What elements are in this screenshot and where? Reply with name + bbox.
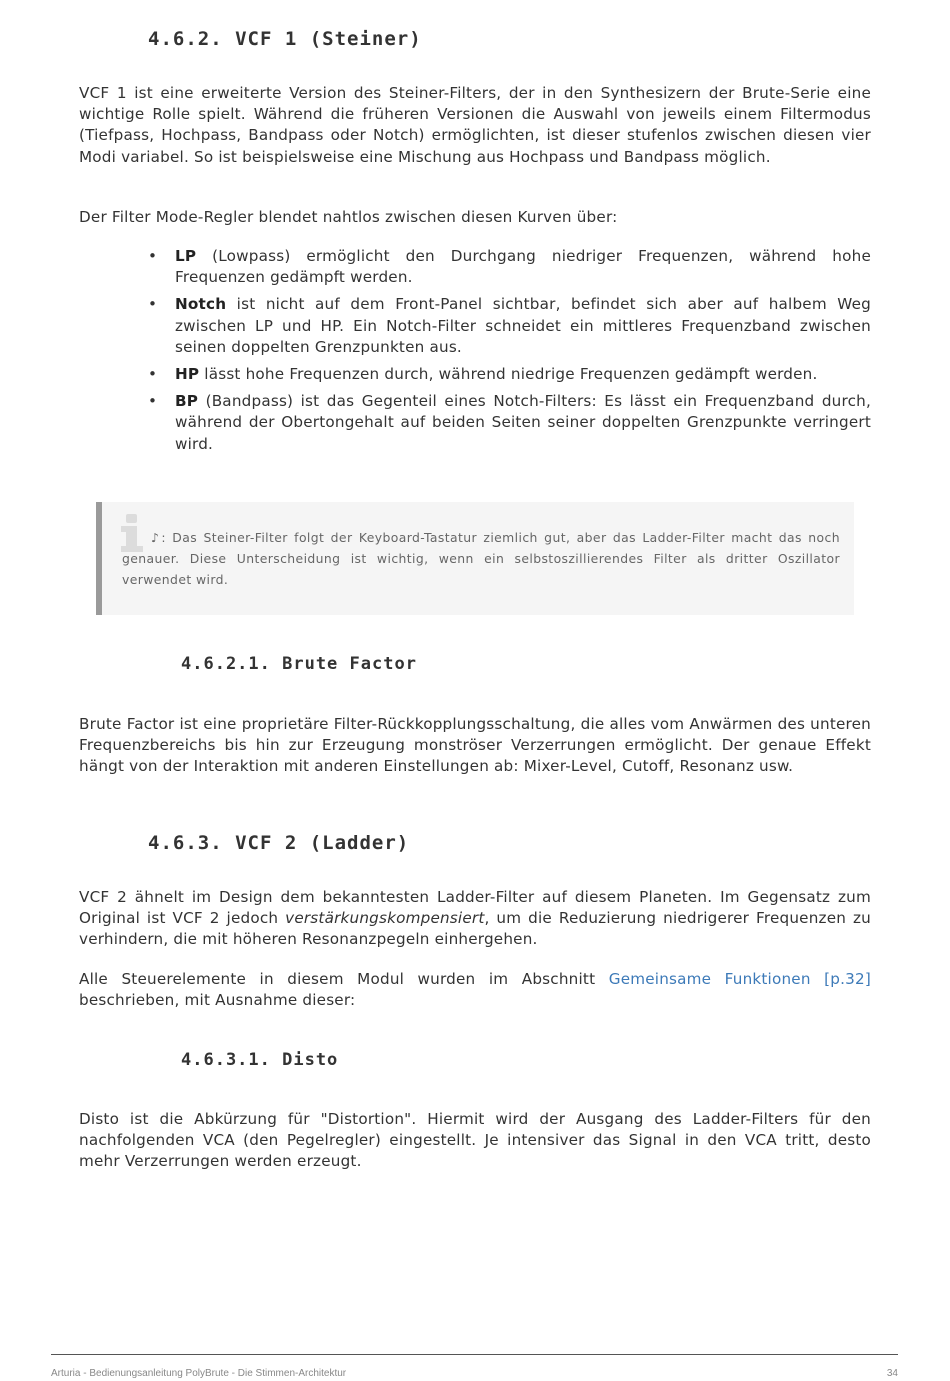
list-item-term: HP xyxy=(175,365,200,384)
list-item-term: Notch xyxy=(175,295,227,314)
filter-mode-paragraph: Der Filter Mode-Regler blendet nahtlos zwischen diesen Kurven über: xyxy=(79,208,618,226)
list-item-text: (Bandpass) ist das Gegenteil eines Notch-Filters: Es lässt ein Frequenzband durch, während der Obertongehalt auf beiden Seiten seiner doppelten Grenzpunkte verringert wird. xyxy=(175,392,871,453)
disto-paragraph: Disto ist die Abkürzung für "Distortion". Hiermit wird der Ausgang des Ladder-Filters für den nachfolgenden VCA (den Pegelregler) eingestellt. Je intensiver das Signal in den VCA tritt, desto mehr Verzerrungen werden erzeugt. xyxy=(79,1110,871,1171)
common-functions-link[interactable]: Gemeinsame Funktionen [p.32] xyxy=(608,970,871,988)
list-item-text: ist nicht auf dem Front-Panel sichtbar, befindet sich aber auf halbem Weg zwischen LP und HP. Ein Notch-Filter schneidet ein mittleres Frequenzband zwischen seinen doppelten Grenzpunkten aus. xyxy=(175,295,871,356)
note-text xyxy=(122,527,840,590)
vcf2-controls-text-b: beschrieben, mit Ausnahme dieser: xyxy=(79,991,356,1010)
section-heading-vcf2: 4.6.3. VCF 2 (Ladder) xyxy=(148,832,410,854)
list-item-text: (Lowpass) ermöglicht den Durchgang niedriger Frequenzen, während hohe Frequenzen gedämpft werden. xyxy=(175,247,871,287)
section-heading-brute-factor: 4.6.2.1. Brute Factor xyxy=(181,654,417,674)
vcf2-intro-paragraph xyxy=(79,887,871,951)
vcf2-emphasis: verstärkungskompensiert xyxy=(285,909,485,928)
list-item-term: LP xyxy=(175,247,197,265)
list-item xyxy=(148,246,871,288)
section-heading-disto: 4.6.3.1. Disto xyxy=(181,1050,339,1070)
vcf2-controls-paragraph xyxy=(79,969,871,1011)
bullet-icon: • xyxy=(148,365,158,384)
vcf1-intro-paragraph: VCF 1 ist eine erweiterte Version des Steiner-Filters, der in den Synthesizern der Brute-Serie eine wichtige Rolle spielt. Während die früheren Versionen die Auswahl von jeweils einem Filtermodus (Tiefpass, Hochpass, Bandpass oder Notch) ermöglichten, ist dieser stufenlos zwischen diesen vier Modi variabel. So ist beispielsweise eine Mischung aus Hochpass und Bandpass möglich. xyxy=(79,84,871,166)
list-item-text: lässt hohe Frequenzen durch, während niedrige Frequenzen gedämpft werden. xyxy=(199,365,818,384)
list-item xyxy=(148,391,871,455)
list-item-term: BP xyxy=(175,392,199,411)
vcf2-controls-text-a: Alle Steuerelemente in diesem Modul wurden im Abschnitt xyxy=(79,970,609,988)
info-note-box xyxy=(96,502,854,615)
bullet-icon: • xyxy=(148,247,158,265)
footer-document-title: Arturia - Bedienungsanleitung PolyBrute - Die Stimmen-Architektur xyxy=(51,1368,347,1379)
bullet-icon: • xyxy=(148,295,158,314)
note-text-rest: noch genauer. Diese Unterscheidung ist wichtig, wenn ein selbstoszillierendes Filter als dritter Oszillator verwendet wird. xyxy=(122,530,840,587)
vcf2-text-b: , um die Reduzierung niedrigerer Frequenzen zu verhindern, die mit höheren Resonanzpegeln einhergehen. xyxy=(79,909,871,949)
brute-factor-paragraph: Brute Factor ist eine proprietäre Filter-Rückkopplungsschaltung, die alles vom Anwärmen des unteren Frequenzbereichs bis hin zur Erzeugung monströser Verzerrungen ermöglicht. Der genaue Effekt hängt von der Interaktion mit anderen Einstellungen ab: Mixer-Level, Cutoff, Resonanz usw. xyxy=(79,715,871,776)
note-text-lead: ♪: Das Steiner-Filter folgt der Keyboard-Tastatur ziemlich gut, aber das Ladder-Filter macht das xyxy=(151,530,802,545)
footer-divider xyxy=(51,1354,898,1355)
section-heading-vcf1: 4.6.2. VCF 1 (Steiner) xyxy=(148,28,422,50)
bullet-icon: • xyxy=(148,392,158,411)
footer-page-number: 34 xyxy=(886,1368,898,1379)
list-item xyxy=(148,294,871,358)
vcf2-text-a: VCF 2 ähnelt im Design dem bekanntesten Ladder-Filter auf diesem Planeten. Im Gegensatz zum Original ist VCF 2 jedoch xyxy=(79,888,871,928)
filter-mode-list xyxy=(148,246,871,461)
list-item xyxy=(148,364,871,385)
